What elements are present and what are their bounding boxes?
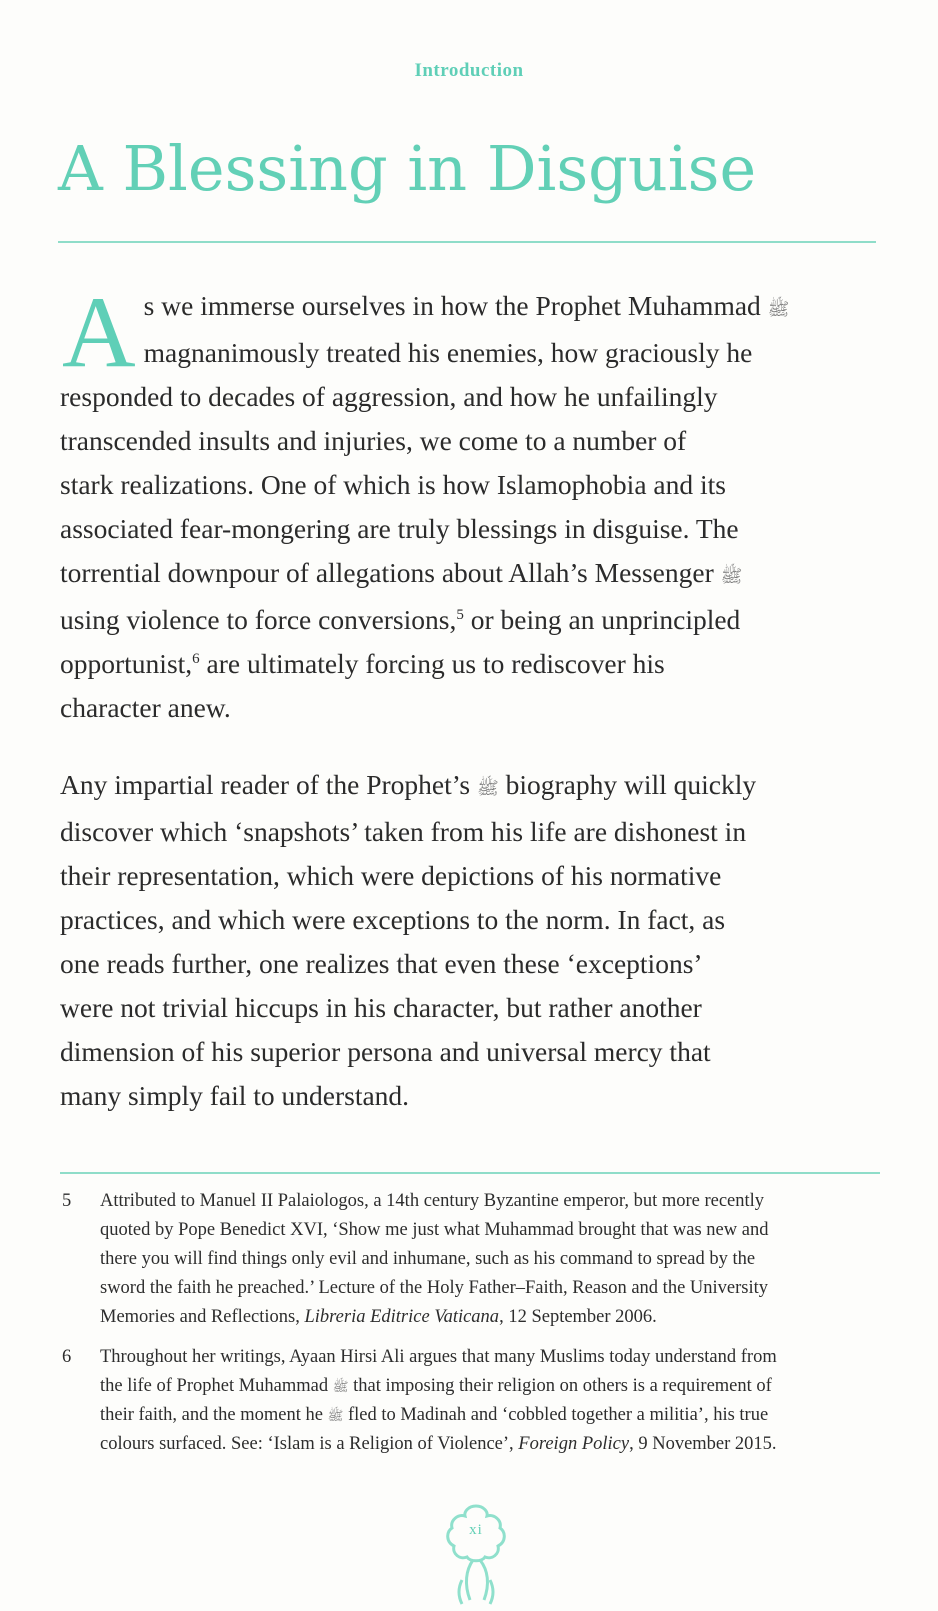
text-line: torrential downpour of allegations about Allah’s Messenger ﷺ (60, 557, 743, 588)
footnote-line: sword the faith he preached.’ Lecture of the Holy Father–Faith, Reason and the University (100, 1278, 769, 1298)
footnotes-divider (60, 1172, 880, 1174)
paragraph-1 (60, 276, 880, 730)
publication-title: Foreign Policy (518, 1434, 630, 1454)
text-line: transcended insults and injuries, we come to a number of (60, 425, 687, 456)
title-divider (58, 241, 876, 243)
running-head: Introduction (414, 60, 524, 81)
footnote-line: the life of Prophet Muhammad ﷺ that imposing their religion on others is a requirement of (100, 1376, 772, 1396)
text-line: Any impartial reader of the Prophet’s ﷺ biography will quickly (60, 769, 757, 800)
footnote-6 (62, 1343, 882, 1459)
text-line: character anew. (60, 692, 231, 723)
honorific-icon: ﷺ (327, 1408, 344, 1423)
footnote-number: 5 (62, 1191, 72, 1211)
footnote-line: Attributed to Manuel II Palaiologos, a 14th century Byzantine emperor, but more recently (100, 1191, 765, 1211)
text-line: dimension of his superior persona and universal mercy that (60, 1036, 711, 1067)
footnote-line: their faith, and the moment he ﷺ fled to Madinah and ‘cobbled together a militia’, his true (100, 1405, 769, 1425)
footnote-ref-5[interactable]: 5 (456, 606, 464, 623)
text-line: were not trivial hiccups in his character, but rather another (60, 992, 702, 1023)
footnote-line: there you will find things only evil and inhumane, such as his command to spread by the (100, 1249, 756, 1269)
text-line: discover which ‘snapshots’ taken from his life are dishonest in (60, 816, 747, 847)
footnote-5 (62, 1187, 882, 1332)
honorific-icon: ﷺ (332, 1379, 349, 1394)
text-line: s we immerse ourselves in how the Prophet Muhammad ﷺ (143, 290, 790, 321)
text-line: magnanimously treated his enemies, how graciously he (143, 337, 753, 368)
text-line: one reads further, one realizes that even these ‘exceptions’ (60, 948, 703, 979)
honorific-icon: ﷺ (767, 299, 790, 319)
text-line: using violence to force conversions,$^5$ or being an unprincipled (60, 604, 741, 635)
footnote-line: Throughout her writings, Ayaan Hirsi Ali argues that many Muslims today understand from (100, 1347, 777, 1367)
text-line: many simply fail to understand. (60, 1080, 410, 1111)
cloud-ornament-icon (440, 1500, 512, 1606)
publication-title: Libreria Editrice Vaticana (304, 1307, 500, 1327)
page-number: xi (469, 1522, 483, 1538)
honorific-icon: ﷺ (720, 566, 743, 586)
chapter-title: A Blessing in Disguise (58, 132, 757, 205)
text-line: their representation, which were depictions of his normative (60, 860, 722, 891)
drop-cap: A (62, 276, 136, 389)
text-line: practices, and which were exceptions to the norm. In fact, as (60, 904, 726, 935)
text-line: stark realizations. One of which is how Islamophobia and its (60, 469, 726, 500)
footnote-number: 6 (62, 1347, 72, 1367)
footnote-line: colours surfaced. See: ‘Islam is a Religion of Violence’, Foreign Policy, 9 November 2015. (100, 1434, 777, 1454)
footnote-line: Memories and Reflections, Libreria Editrice Vaticana, 12 September 2006. (100, 1307, 657, 1327)
footnote-ref-6[interactable]: 6 (192, 650, 200, 667)
honorific-icon: ﷺ (476, 778, 499, 798)
page-number-ornament (440, 1500, 512, 1606)
paragraph-2 (60, 763, 880, 1118)
text-line: associated fear-mongering are truly blessings in disguise. The (60, 513, 739, 544)
text-line: opportunist,$^6$ are ultimately forcing us to rediscover his (60, 648, 665, 679)
text-line: responded to decades of aggression, and how he unfailingly (60, 381, 718, 412)
footnote-line: quoted by Pope Benedict XVI, ‘Show me just what Muhammad brought that was new and (100, 1220, 769, 1240)
